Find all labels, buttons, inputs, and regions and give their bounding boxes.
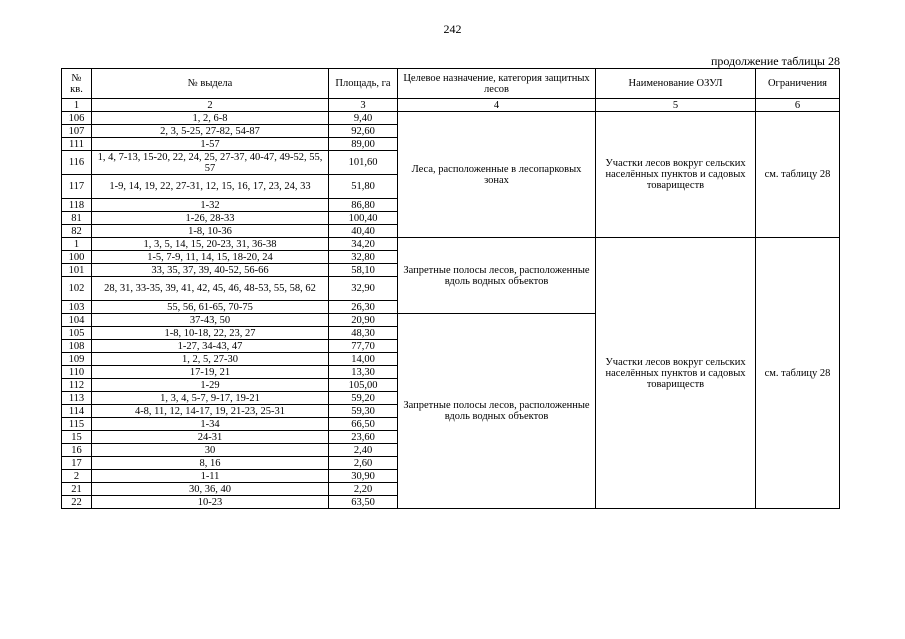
vydel-cell: 55, 56, 61-65, 70-75 (92, 301, 329, 314)
kv-cell: 113 (62, 392, 92, 405)
area-cell: 20,90 (329, 314, 398, 327)
area-cell: 89,00 (329, 138, 398, 151)
kv-cell: 116 (62, 151, 92, 175)
area-cell: 58,10 (329, 264, 398, 277)
kv-cell: 117 (62, 175, 92, 199)
vydel-cell: 1-8, 10-18, 22, 23, 27 (92, 327, 329, 340)
kv-cell: 104 (62, 314, 92, 327)
area-cell: 63,50 (329, 496, 398, 509)
kv-cell: 110 (62, 366, 92, 379)
vydel-cell: 1, 3, 5, 14, 15, 20-23, 31, 36-38 (92, 238, 329, 251)
area-cell: 59,20 (329, 392, 398, 405)
area-cell: 34,20 (329, 238, 398, 251)
vydel-cell: 1-57 (92, 138, 329, 151)
header-vydel: № выдела (92, 69, 329, 99)
column-number: 4 (398, 99, 596, 112)
vydel-cell: 1, 4, 7-13, 15-20, 22, 24, 25, 27-37, 40-47, 49-52, 55, 57 (92, 151, 329, 175)
vydel-cell: 1-5, 7-9, 11, 14, 15, 18-20, 24 (92, 251, 329, 264)
vydel-cell: 1, 2, 5, 27-30 (92, 353, 329, 366)
table-caption: продолжение таблицы 28 (710, 54, 840, 68)
vydel-cell: 1, 2, 6-8 (92, 112, 329, 125)
area-cell: 2,40 (329, 444, 398, 457)
area-cell: 23,60 (329, 431, 398, 444)
kv-cell: 118 (62, 199, 92, 212)
area-cell: 100,40 (329, 212, 398, 225)
area-cell: 59,30 (329, 405, 398, 418)
kv-cell: 81 (62, 212, 92, 225)
header-restrictions: Ограничения (756, 69, 840, 99)
kv-cell: 1 (62, 238, 92, 251)
page-number: 242 (443, 22, 462, 36)
vydel-cell: 17-19, 21 (92, 366, 329, 379)
kv-cell: 115 (62, 418, 92, 431)
area-cell: 14,00 (329, 353, 398, 366)
kv-cell: 109 (62, 353, 92, 366)
area-cell: 40,40 (329, 225, 398, 238)
kv-cell: 108 (62, 340, 92, 353)
header-area: Площадь, га (329, 69, 398, 99)
column-number: 3 (329, 99, 398, 112)
kv-cell: 101 (62, 264, 92, 277)
vydel-cell: 1-29 (92, 379, 329, 392)
ozul-cell: Участки лесов вокруг сельских населённых пунктов и садовых товариществ (596, 112, 756, 238)
kv-cell: 103 (62, 301, 92, 314)
table-row (62, 112, 840, 125)
forest-table (61, 68, 840, 509)
kv-cell: 82 (62, 225, 92, 238)
restrictions-cell: см. таблицу 28 (756, 112, 840, 238)
column-number: 1 (62, 99, 92, 112)
kv-cell: 2 (62, 470, 92, 483)
vydel-cell: 1-27, 34-43, 47 (92, 340, 329, 353)
area-cell: 48,30 (329, 327, 398, 340)
area-cell: 30,90 (329, 470, 398, 483)
header-ozul: Наименование ОЗУЛ (596, 69, 756, 99)
kv-cell: 112 (62, 379, 92, 392)
vydel-cell: 30 (92, 444, 329, 457)
area-cell: 9,40 (329, 112, 398, 125)
vydel-cell: 1, 3, 4, 5-7, 9-17, 19-21 (92, 392, 329, 405)
kv-cell: 107 (62, 125, 92, 138)
kv-cell: 106 (62, 112, 92, 125)
restrictions-cell: см. таблицу 28 (756, 238, 840, 509)
purpose-cell: Запретные полосы лесов, расположенные вдоль водных объектов (398, 314, 596, 509)
vydel-cell: 4-8, 11, 12, 14-17, 19, 21-23, 25-31 (92, 405, 329, 418)
vydel-cell: 1-34 (92, 418, 329, 431)
kv-cell: 114 (62, 405, 92, 418)
vydel-cell: 1-26, 28-33 (92, 212, 329, 225)
kv-cell: 17 (62, 457, 92, 470)
area-cell: 66,50 (329, 418, 398, 431)
area-cell: 13,30 (329, 366, 398, 379)
ozul-cell: Участки лесов вокруг сельских населённых пунктов и садовых товариществ (596, 238, 756, 509)
kv-cell: 15 (62, 431, 92, 444)
kv-cell: 102 (62, 277, 92, 301)
vydel-cell: 24-31 (92, 431, 329, 444)
area-cell: 77,70 (329, 340, 398, 353)
area-cell: 32,90 (329, 277, 398, 301)
table-row (62, 238, 840, 251)
vydel-cell: 30, 36, 40 (92, 483, 329, 496)
vydel-cell: 2, 3, 5-25, 27-82, 54-87 (92, 125, 329, 138)
area-cell: 32,80 (329, 251, 398, 264)
area-cell: 105,00 (329, 379, 398, 392)
column-number: 2 (92, 99, 329, 112)
kv-cell: 16 (62, 444, 92, 457)
purpose-cell: Запретные полосы лесов, расположенные вдоль водных объектов (398, 238, 596, 314)
vydel-cell: 28, 31, 33-35, 39, 41, 42, 45, 46, 48-53, 55, 58, 62 (92, 277, 329, 301)
header-purpose: Целевое назначение, категория защитных лесов (398, 69, 596, 99)
area-cell: 2,60 (329, 457, 398, 470)
header-kv: № кв. (62, 69, 92, 99)
kv-cell: 22 (62, 496, 92, 509)
vydel-cell: 37-43, 50 (92, 314, 329, 327)
vydel-cell: 1-9, 14, 19, 22, 27-31, 12, 15, 16, 17, 23, 24, 33 (92, 175, 329, 199)
area-cell: 92,60 (329, 125, 398, 138)
vydel-cell: 10-23 (92, 496, 329, 509)
kv-cell: 111 (62, 138, 92, 151)
vydel-cell: 1-11 (92, 470, 329, 483)
area-cell: 51,80 (329, 175, 398, 199)
column-number: 6 (756, 99, 840, 112)
vydel-cell: 1-32 (92, 199, 329, 212)
kv-cell: 105 (62, 327, 92, 340)
purpose-cell: Леса, расположенные в лесопарковых зонах (398, 112, 596, 238)
kv-cell: 21 (62, 483, 92, 496)
kv-cell: 100 (62, 251, 92, 264)
vydel-cell: 33, 35, 37, 39, 40-52, 56-66 (92, 264, 329, 277)
vydel-cell: 8, 16 (92, 457, 329, 470)
column-number: 5 (596, 99, 756, 112)
vydel-cell: 1-8, 10-36 (92, 225, 329, 238)
area-cell: 2,20 (329, 483, 398, 496)
area-cell: 86,80 (329, 199, 398, 212)
area-cell: 101,60 (329, 151, 398, 175)
area-cell: 26,30 (329, 301, 398, 314)
